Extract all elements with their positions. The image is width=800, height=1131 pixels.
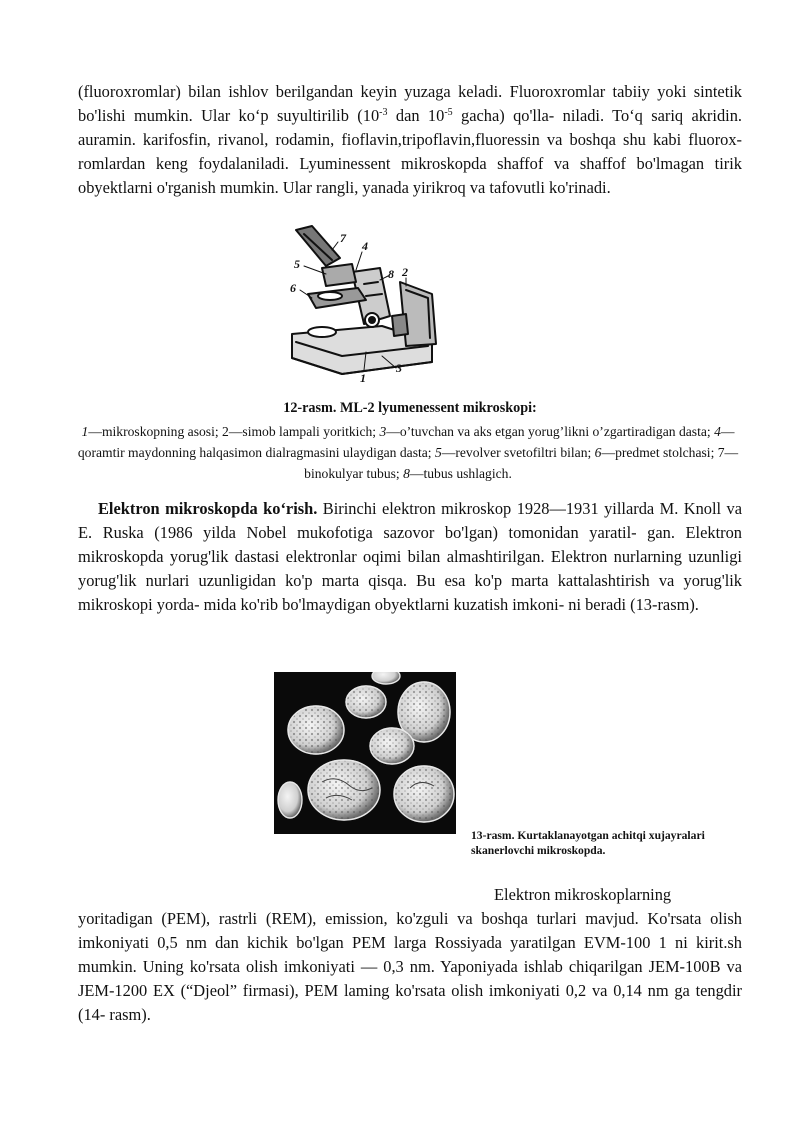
paragraph-electron-microscope-types (78, 883, 742, 1027)
caption-text: —predmet stolchasi; 7—binokulyar tubus; (304, 445, 739, 481)
text-run: Birinchi elektron mikroskop 1928—1931 yillarda M. Knoll va E. Ruska (1986 yilda Nobel mukofotiga sazovor bo'lgan) tomonidan yaratil- gan. Elektron mikroskopda yorug'lik dastasi elektronlar oqimi bilan almashtirilgan. Elektron nurlarning uzunligi yorug'lik nurlari uzunligidan ko'p marta qisqa. Bu esa ko'p marta kattalashtirish va yorug'lik mikroskopi yorda- mida ko'rib bo'lmaydigan obyektlarni kuzatish imkoni- ni beradi (13-rasm). (78, 499, 743, 614)
label-3: 3 (396, 361, 402, 375)
text-run: (fluoroxromlar) bilan ishlov berilgandan keyin yuzaga keladi. Fluoroxromlar tabiiy yoki sintetik bo'lishi mumkin. Ular ko‘p suyultirilib (10 (78, 82, 742, 125)
label-8: 8 (388, 267, 394, 281)
figure-12-caption-title: 12-rasm. ML-2 lyumenessent mikroskopi: (283, 400, 537, 416)
caption-text: —revolver svetofiltri bilan; (441, 445, 595, 460)
caption-text: —mikroskopning asosi; 2—simob lampali yoritkich; (88, 424, 380, 439)
figure-12-caption-body (66, 421, 750, 484)
caption-number: 6 (594, 445, 602, 460)
caption-line: 13-rasm. Kurtaklanayotgan achitqi xujayralari (471, 829, 705, 842)
label-4: 4 (362, 239, 368, 253)
label-5: 5 (294, 257, 300, 271)
yeast-cells-sem-image (274, 672, 456, 834)
caption-number: 3 (379, 424, 387, 439)
section-heading: Elektron mikroskopda ko‘rish. (98, 499, 318, 518)
caption-text: —tubus ushlagich. (409, 466, 512, 481)
text-run: gacha) qo'lla- niladi. To‘q sariq akridin. auramin. karifosfin, rivanol, rodamin, fioflavin,tripoflavin,fluoressin va boshqa shu kabi fluorox- romlardan keng foydalaniladi. Lyuminessent mikroskopda shaffof va shaffof bo'lmagan tirik obyektlarni o'rganish mumkin. Ular rangli, yanada yirikroq va tafovutli ko'rinadi. (78, 106, 742, 197)
caption-line: skanerlovchi mikroskopda. (471, 844, 606, 857)
label-2: 2 (402, 265, 408, 279)
caption-text: —o’tuvchan va aks etgan yorug’likni o’zgartiradigan dasta; (386, 424, 715, 439)
label-7: 7 (340, 231, 346, 245)
label-6: 6 (290, 281, 296, 295)
caption-number: 1 (81, 424, 89, 439)
paragraph-fluorochromes (78, 80, 742, 200)
caption-number: 8 (403, 466, 410, 481)
label-1: 1 (360, 371, 366, 385)
paragraph-electron-microscope (78, 497, 742, 617)
exponent: -5 (444, 107, 453, 118)
caption-number: 4 (714, 424, 721, 439)
figure-13-caption (471, 828, 771, 858)
text-run: yoritadigan (PEM), rastrli (REM), emission, ko'zguli va boshqa turlari mavjud. Ko'rsata olish imkoniyati 0,5 nm dan kichik bo'lgan PEM larga Rossiyada yaratilgan EVM-100 1 ni kirit.sh mumkin. Uning ko'rsata olish imkoniyati — 0,3 nm. Yaponiyada ishlab chiqarilgan JEM-100B va JEM-1200 EX (“Djeol” firmasi), PEM laming ko'rsata olish imkoniyati 0,2 va 0,14 nm ga tengdir (14- rasm). (78, 909, 742, 1024)
caption-text: —qoramtir maydonning halqasimon dialragmasini ulaydigan dasta; (77, 424, 735, 460)
microscope-illustration (282, 224, 454, 388)
exponent: -3 (379, 107, 388, 118)
text-run: dan 10 (387, 106, 445, 125)
paragraph-lead: Elektron mikroskoplarning (494, 885, 672, 904)
caption-number: 5 (434, 445, 442, 460)
